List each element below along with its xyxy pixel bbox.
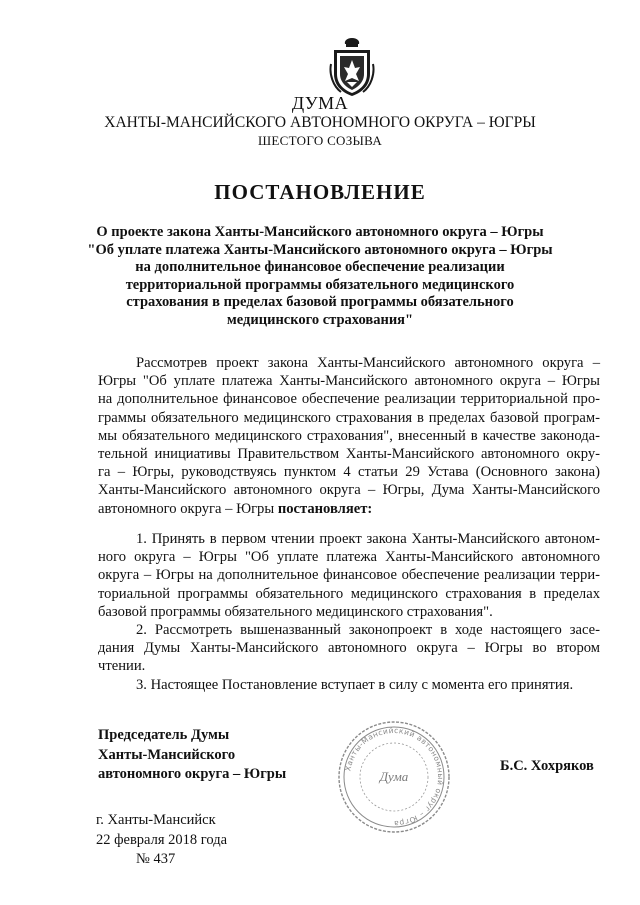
document-type-heading: ПОСТАНОВЛЕНИЕ	[214, 180, 426, 204]
subject-line: на дополнительное финансовое обеспечение реализации	[135, 259, 505, 276]
preamble-line: граммы обязательного медицинского страхования в пределах базовой програм-	[98, 409, 600, 426]
stamp-center-text: Дума	[379, 769, 409, 784]
item-2-line: 2. Рассмотреть вышеназванный законопроект в ходе настоящего засе-	[136, 622, 600, 639]
subject-line: О проекте закона Ханты-Мансийского автономного округа – Югры	[96, 224, 544, 240]
position-line: автономного округа – Югры	[98, 766, 287, 782]
signatory-position	[98, 726, 286, 785]
item-1-line: ториальной программы обязательного медицинского страхования в пределах	[98, 585, 600, 602]
duma-title: ДУМА	[291, 93, 349, 113]
item-1-line: ного округа – Югры "Об уплате платежа Ханты-Мансийского автономного	[98, 549, 600, 566]
preamble-line: тельной инициативы Правительством Ханты-Мансийского автономного окру-	[98, 446, 600, 463]
subject-line: территориальной программы обязательного медицинского	[125, 276, 515, 293]
item-2-line: чтении.	[98, 658, 146, 675]
resolution-items	[98, 530, 600, 694]
position-line: Ханты-Мансийского	[98, 746, 236, 763]
preamble-line: Югры "Об уплате платежа Ханты-Мансийского автономного округа – Югры	[98, 373, 600, 390]
place-line: г. Ханты-Мансийск	[96, 812, 216, 828]
preamble-line: га – Югры, руководствуясь пунктом 4 статьи 29 Устава (Основного закона)	[98, 464, 600, 481]
item-2-line: дания Думы Ханты-Мансийского автономного округа – Югры во втором	[98, 640, 600, 657]
position-line: Председатель Думы	[98, 727, 230, 743]
subject-line: медицинского страхования"	[226, 311, 414, 328]
resolves-keyword: постановляет:	[277, 500, 373, 517]
preamble-line: Рассмотрев проект закона Ханты-Мансийского автономного округа –	[136, 355, 600, 371]
coat-of-arms-icon	[329, 34, 375, 98]
preamble-line: мы обязательного медицинского страхования", внесенный в качестве законода-	[98, 427, 600, 444]
document-subject	[60, 224, 580, 330]
official-stamp-icon	[335, 718, 453, 836]
subject-line: страхования в пределах базовой программы обязательного	[126, 294, 514, 311]
preamble-line: Ханты-Мансийского автономного округа – Югры, Дума Ханты-Мансийского	[98, 482, 600, 499]
preamble-last-text: автономного округа – Югры	[98, 500, 278, 517]
preamble-paragraph	[98, 354, 600, 518]
item-3-line: 3. Настоящее Постановление вступает в силу с момента его принятия.	[136, 676, 574, 693]
document-number: № 437	[136, 851, 176, 867]
subject-line: "Об уплате платежа Ханты-Мансийского автономного округа – Югры	[87, 241, 553, 258]
stamp-ring-text: Ханты-Мансийский автономный округ – Югра	[343, 725, 446, 829]
convocation-title: ШЕСТОГО СОЗЫВА	[257, 133, 383, 148]
signatory-name: Б.С. Хохряков	[500, 758, 594, 774]
preamble-last-line	[98, 500, 600, 518]
place-and-date	[96, 811, 227, 870]
item-1-line: округа – Югры на дополнительное финансовое обеспечение реализации терри-	[98, 567, 600, 584]
okrug-title: ХАНТЫ-МАНСИЙСКОГО АВТОНОМНОГО ОКРУГА – ЮГРЫ	[104, 114, 536, 131]
preamble-line: на дополнительное финансовое обеспечение реализации территориальной про-	[98, 391, 600, 408]
item-1-line: 1. Принять в первом чтении проект закона Ханты-Мансийского автоном-	[136, 531, 600, 547]
date-line: 22 февраля 2018 года	[96, 831, 228, 848]
item-1-line: базовой программы обязательного медицинского страхования".	[98, 603, 493, 620]
